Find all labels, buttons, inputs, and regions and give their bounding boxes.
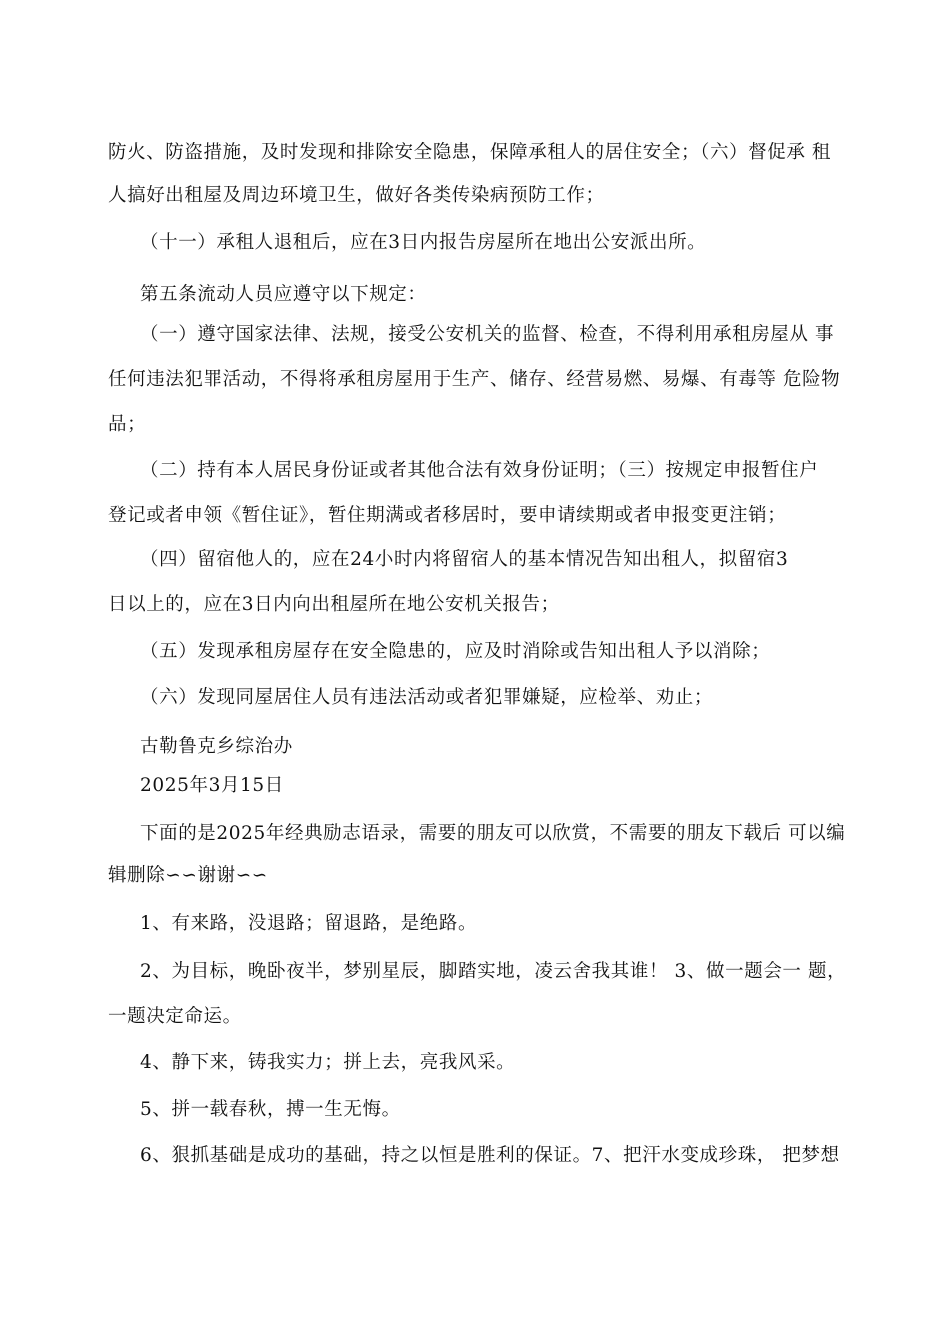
- section-heading: 第五条流动人员应遵守以下规定：: [140, 284, 427, 305]
- paragraph-line: 日以上的，应在3日内向出租屋所在地公安机关报告；: [108, 594, 560, 615]
- paragraph-line: 人搞好出租屋及周边环境卫生，做好各类传染病预防工作；: [108, 185, 605, 206]
- list-item: 1、有来路，没退路；留退路，是绝路。: [140, 913, 478, 934]
- paragraph-line: （二）持有本人居民身份证或者其他合法有效身份证明；（三）按规定申报暂住户: [140, 460, 819, 481]
- list-item: 6、狠抓基础是成功的基础，持之以恒是胜利的保证。7、把汗水变成珍珠， 把梦想: [140, 1145, 840, 1166]
- paragraph-line: 下面的是2025年经典励志语录，需要的朋友可以欣赏，不需要的朋友下载后 可以编: [140, 823, 846, 844]
- paragraph-line: （四）留宿他人的，应在24小时内将留宿人的基本情况告知出租人，拟留宿3: [140, 549, 789, 570]
- signature-date: 2025年3月15日: [140, 775, 284, 796]
- paragraph-line: 登记或者申领《暂住证》，暂住期满或者移居时，要申请续期或者申报变更注销；: [108, 505, 787, 526]
- list-item: 2、为目标，晚卧夜半，梦别星辰，脚踏实地，凌云舍我其谁！ 3、做一题会一 题，: [140, 961, 847, 982]
- paragraph-line: （六）发现同屋居住人员有违法活动或者犯罪嫌疑，应检举、劝止；: [140, 687, 714, 708]
- paragraph-line: 防火、防盗措施，及时发现和排除安全隐患，保障承租人的居住安全；（六）督促承 租: [108, 142, 832, 163]
- paragraph-line: （十一）承租人退租后，应在3日内报告房屋所在地出公安派出所。: [140, 232, 707, 253]
- list-item: 4、静下来，铸我实力；拼上去，亮我风采。: [140, 1052, 516, 1073]
- signature-organization: 古勒鲁克乡综治办: [140, 736, 293, 757]
- paragraph-line: 辑删除∽∽谢谢∽∽: [108, 865, 268, 886]
- paragraph-line: （五）发现承租房屋存在安全隐患的，应及时消除或告知出租人予以消除；: [140, 641, 771, 662]
- paragraph-line: 品；: [108, 414, 147, 435]
- paragraph-line: （一）遵守国家法律、法规，接受公安机关的监督、检查，不得利用承租房屋从 事: [140, 324, 835, 345]
- list-item: 5、拼一载春秋，搏一生无悔。: [140, 1099, 401, 1120]
- list-item: 一题决定命运。: [108, 1006, 242, 1027]
- paragraph-line: 任何违法犯罪活动，不得将承租房屋用于生产、储存、经营易燃、易爆、有毒等 危险物: [108, 369, 841, 390]
